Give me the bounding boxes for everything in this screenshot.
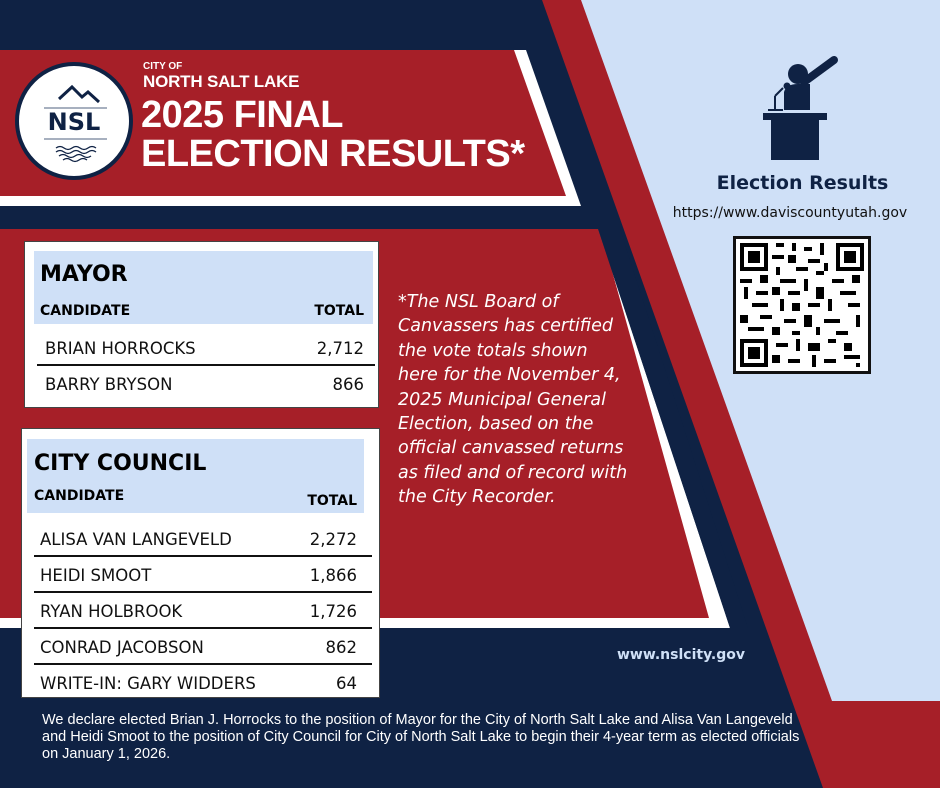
table-row <box>40 602 357 622</box>
row-divider <box>37 364 375 366</box>
davis-county-url-link[interactable]: https://www.daviscountyutah.gov <box>672 205 908 221</box>
certification-note: *The NSL Board of Canvassers has certified the vote totals shown here for the November 4, 2025 Municipal General Election, based on the official canvassed returns as filed and of record with the City Recorder. <box>398 292 628 508</box>
mayor-table-title: MAYOR <box>40 262 128 287</box>
page-title-line1: 2025 FINAL <box>141 94 343 136</box>
page-title-line2: ELECTION RESULTS* <box>141 133 525 175</box>
vote-total: 862 <box>325 638 357 657</box>
row-divider <box>34 591 372 593</box>
nsl-city-website-link[interactable]: www.nslcity.gov <box>616 647 745 663</box>
vote-total: 64 <box>336 674 357 693</box>
candidate-name: CONRAD JACOBSON <box>40 638 204 657</box>
table-row <box>40 566 357 586</box>
election-declaration: We declare elected Brian J. Horrocks to the position of Mayor for the City of North Salt Lake and Alisa Van Langeveld and Heidi Smoot to the position of City Council for City of North Salt Lake to begin their 4-year term as elected officials on January 1, 2026. <box>42 712 800 762</box>
mayor-results-table <box>24 241 379 408</box>
council-table-title: CITY COUNCIL <box>34 451 207 476</box>
row-divider <box>34 627 372 629</box>
candidate-name: ALISA VAN LANGEVELD <box>40 530 232 549</box>
candidate-name: BRIAN HORROCKS <box>45 339 196 358</box>
candidate-name: HEIDI SMOOT <box>40 566 152 585</box>
nsl-logo <box>15 62 133 180</box>
mayor-col-total: TOTAL <box>314 303 364 319</box>
qr-code[interactable] <box>733 236 871 374</box>
table-row <box>45 339 364 359</box>
row-divider <box>34 555 372 557</box>
election-results-label: Election Results <box>716 172 889 194</box>
council-col-total: TOTAL <box>307 493 357 509</box>
qr-code-icon <box>736 239 868 371</box>
row-divider <box>34 663 372 665</box>
candidate-name: BARRY BRYSON <box>45 375 173 394</box>
logo-text: NSL <box>47 108 101 136</box>
table-row <box>40 674 357 694</box>
table-row <box>40 638 357 658</box>
vote-total: 2,272 <box>309 530 357 549</box>
city-name: NORTH SALT LAKE <box>143 72 300 91</box>
mayor-col-candidate: CANDIDATE <box>40 303 131 319</box>
podium-speaker-icon <box>760 52 850 164</box>
candidate-name: WRITE-IN: GARY WIDDERS <box>40 674 256 693</box>
vote-total: 1,866 <box>309 566 357 585</box>
city-of-label: CITY OF <box>143 61 183 72</box>
table-row <box>45 375 364 395</box>
candidate-name: RYAN HOLBROOK <box>40 602 183 621</box>
vote-total: 1,726 <box>309 602 357 621</box>
vote-total: 2,712 <box>316 339 364 358</box>
table-row <box>40 530 357 550</box>
vote-total: 866 <box>332 375 364 394</box>
council-col-candidate: CANDIDATE <box>34 488 125 504</box>
council-results-table <box>21 428 380 698</box>
